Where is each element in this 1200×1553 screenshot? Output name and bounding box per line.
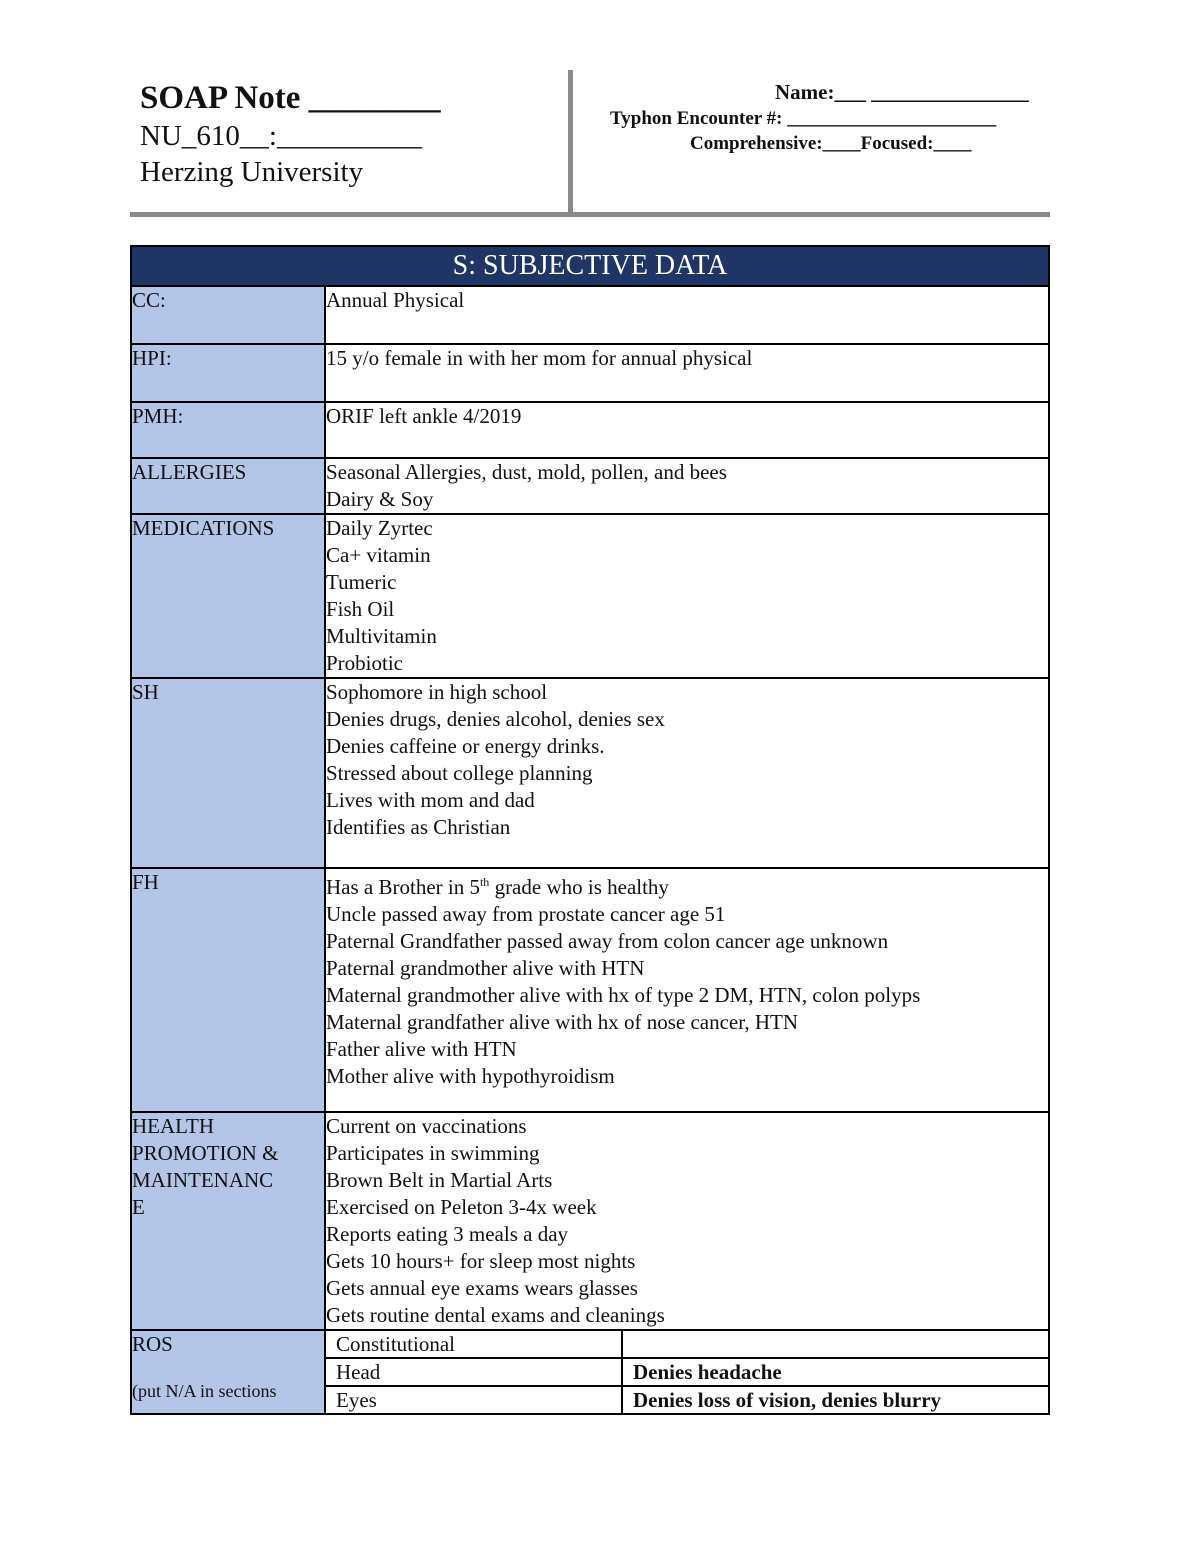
comprehensive-focused-field: Comprehensive:____Focused:____: [690, 133, 972, 154]
table-row-health-promotion: [131, 1112, 1049, 1330]
row-value-allergies: [325, 458, 1049, 514]
document-title: SOAP Note ________: [140, 80, 441, 116]
value-line: Current on vaccinations: [326, 1114, 527, 1138]
value-line: ORIF left ankle 4/2019: [326, 404, 522, 428]
row-value-sh: [325, 678, 1049, 868]
value-line: Brown Belt in Martial Arts: [326, 1168, 553, 1192]
value-line: Lives with mom and dad: [326, 788, 535, 812]
value-line: Identifies as Christian: [326, 815, 511, 839]
value-line: Gets routine dental exams and cleanings: [326, 1303, 665, 1327]
row-value-medications: [325, 514, 1049, 678]
course-code: NU_610__:__________: [140, 120, 422, 152]
value-line: Annual Physical: [326, 288, 465, 312]
ros-table: [326, 1331, 1048, 1413]
row-value-health-promotion: [325, 1112, 1049, 1330]
value-line: Maternal grandfather alive with hx of nose cancer, HTN: [326, 1010, 799, 1034]
row-label-fh: FH: [131, 868, 325, 1112]
ros-finding: Denies headache: [622, 1358, 1048, 1386]
row-label-cc: CC:: [131, 286, 325, 344]
value-line: Paternal grandmother alive with HTN: [326, 956, 645, 980]
table-row-allergies: [131, 458, 1049, 514]
value-line: Seasonal Allergies, dust, mold, pollen, and bees: [326, 460, 727, 484]
value-line: Uncle passed away from prostate cancer age 51: [326, 902, 726, 926]
ros-system: Head: [326, 1358, 622, 1386]
subjective-table: [130, 245, 1050, 1415]
value-line: Denies drugs, denies alcohol, denies sex: [326, 707, 665, 731]
value-line: Participates in swimming: [326, 1141, 540, 1165]
row-label-hpi: HPI:: [131, 344, 325, 402]
table-row-cc: [131, 286, 1049, 344]
table-row-pmh: [131, 402, 1049, 458]
value-line: Mother alive with hypothyroidism: [326, 1064, 615, 1088]
ros-system: Eyes: [326, 1386, 622, 1413]
row-label-medications: MEDICATIONS: [131, 514, 325, 678]
ros-row: [326, 1331, 1048, 1358]
value-line: Maternal grandmother alive with hx of type 2 DM, HTN, colon polyps: [326, 983, 921, 1007]
value-line-part: Has a Brother in 5: [326, 875, 480, 899]
ros-finding: [622, 1331, 1048, 1358]
value-line: Dairy & Soy: [326, 487, 434, 511]
section-heading: S: SUBJECTIVE DATA: [131, 246, 1049, 286]
value-line: Exercised on Peleton 3-4x week: [326, 1195, 597, 1219]
value-line: Denies caffeine or energy drinks.: [326, 734, 605, 758]
ros-row: [326, 1358, 1048, 1386]
university-name: Herzing University: [140, 156, 364, 188]
value-line: 15 y/o female in with her mom for annual physical: [326, 346, 753, 370]
row-value-fh: [325, 868, 1049, 1112]
row-label-pmh: PMH:: [131, 402, 325, 458]
header-vertical-divider: [568, 70, 573, 215]
value-line: Probiotic: [326, 651, 403, 675]
value-line: Father alive with HTN: [326, 1037, 517, 1061]
row-value-cc: [325, 286, 1049, 344]
table-row-ros: [131, 1330, 1049, 1414]
table-row-sh: [131, 678, 1049, 868]
table-row-fh: [131, 868, 1049, 1112]
label-line: MAINTENANC: [132, 1168, 274, 1192]
value-line: Gets annual eye exams wears glasses: [326, 1276, 638, 1300]
row-label-sh: SH: [131, 678, 325, 868]
value-line: Daily Zyrtec: [326, 516, 433, 540]
value-line: Gets 10 hours+ for sleep most nights: [326, 1249, 636, 1273]
row-label-health-promotion: [131, 1112, 325, 1330]
ros-finding: Denies loss of vision, denies blurry: [622, 1386, 1048, 1413]
row-value-hpi: [325, 344, 1049, 402]
value-line: Paternal Grandfather passed away from colon cancer age unknown: [326, 929, 889, 953]
label-line: HEALTH: [132, 1114, 215, 1138]
ros-systems-cell: [325, 1330, 1049, 1414]
superscript-th: th: [479, 875, 490, 889]
row-label-ros: [131, 1330, 325, 1414]
table-row-medications: [131, 514, 1049, 678]
row-label-allergies: ALLERGIES: [131, 458, 325, 514]
name-field: Name:___ _______________: [775, 80, 1029, 104]
value-line: Ca+ vitamin: [326, 543, 431, 567]
ros-note: (put N/A in sections: [132, 1381, 277, 1401]
value-line: Tumeric: [326, 570, 397, 594]
label-line: E: [132, 1195, 145, 1219]
value-line: [326, 869, 1048, 901]
label-line: PROMOTION &: [132, 1141, 279, 1165]
row-value-pmh: [325, 402, 1049, 458]
typhon-encounter-field: Typhon Encounter #: ______________________: [610, 108, 997, 129]
header-horizontal-divider: [130, 212, 1050, 217]
value-line: Sophomore in high school: [326, 680, 548, 704]
section-header-row: [131, 246, 1049, 286]
value-line: Fish Oil: [326, 597, 395, 621]
value-line: Stressed about college planning: [326, 761, 593, 785]
value-line: Reports eating 3 meals a day: [326, 1222, 569, 1246]
header-left: [140, 78, 441, 190]
value-line-part: grade who is healthy: [489, 875, 669, 899]
value-line: Multivitamin: [326, 624, 437, 648]
ros-row: [326, 1386, 1048, 1413]
label-line: ROS: [132, 1332, 173, 1356]
table-row-hpi: [131, 344, 1049, 402]
ros-system: Constitutional: [326, 1331, 622, 1358]
